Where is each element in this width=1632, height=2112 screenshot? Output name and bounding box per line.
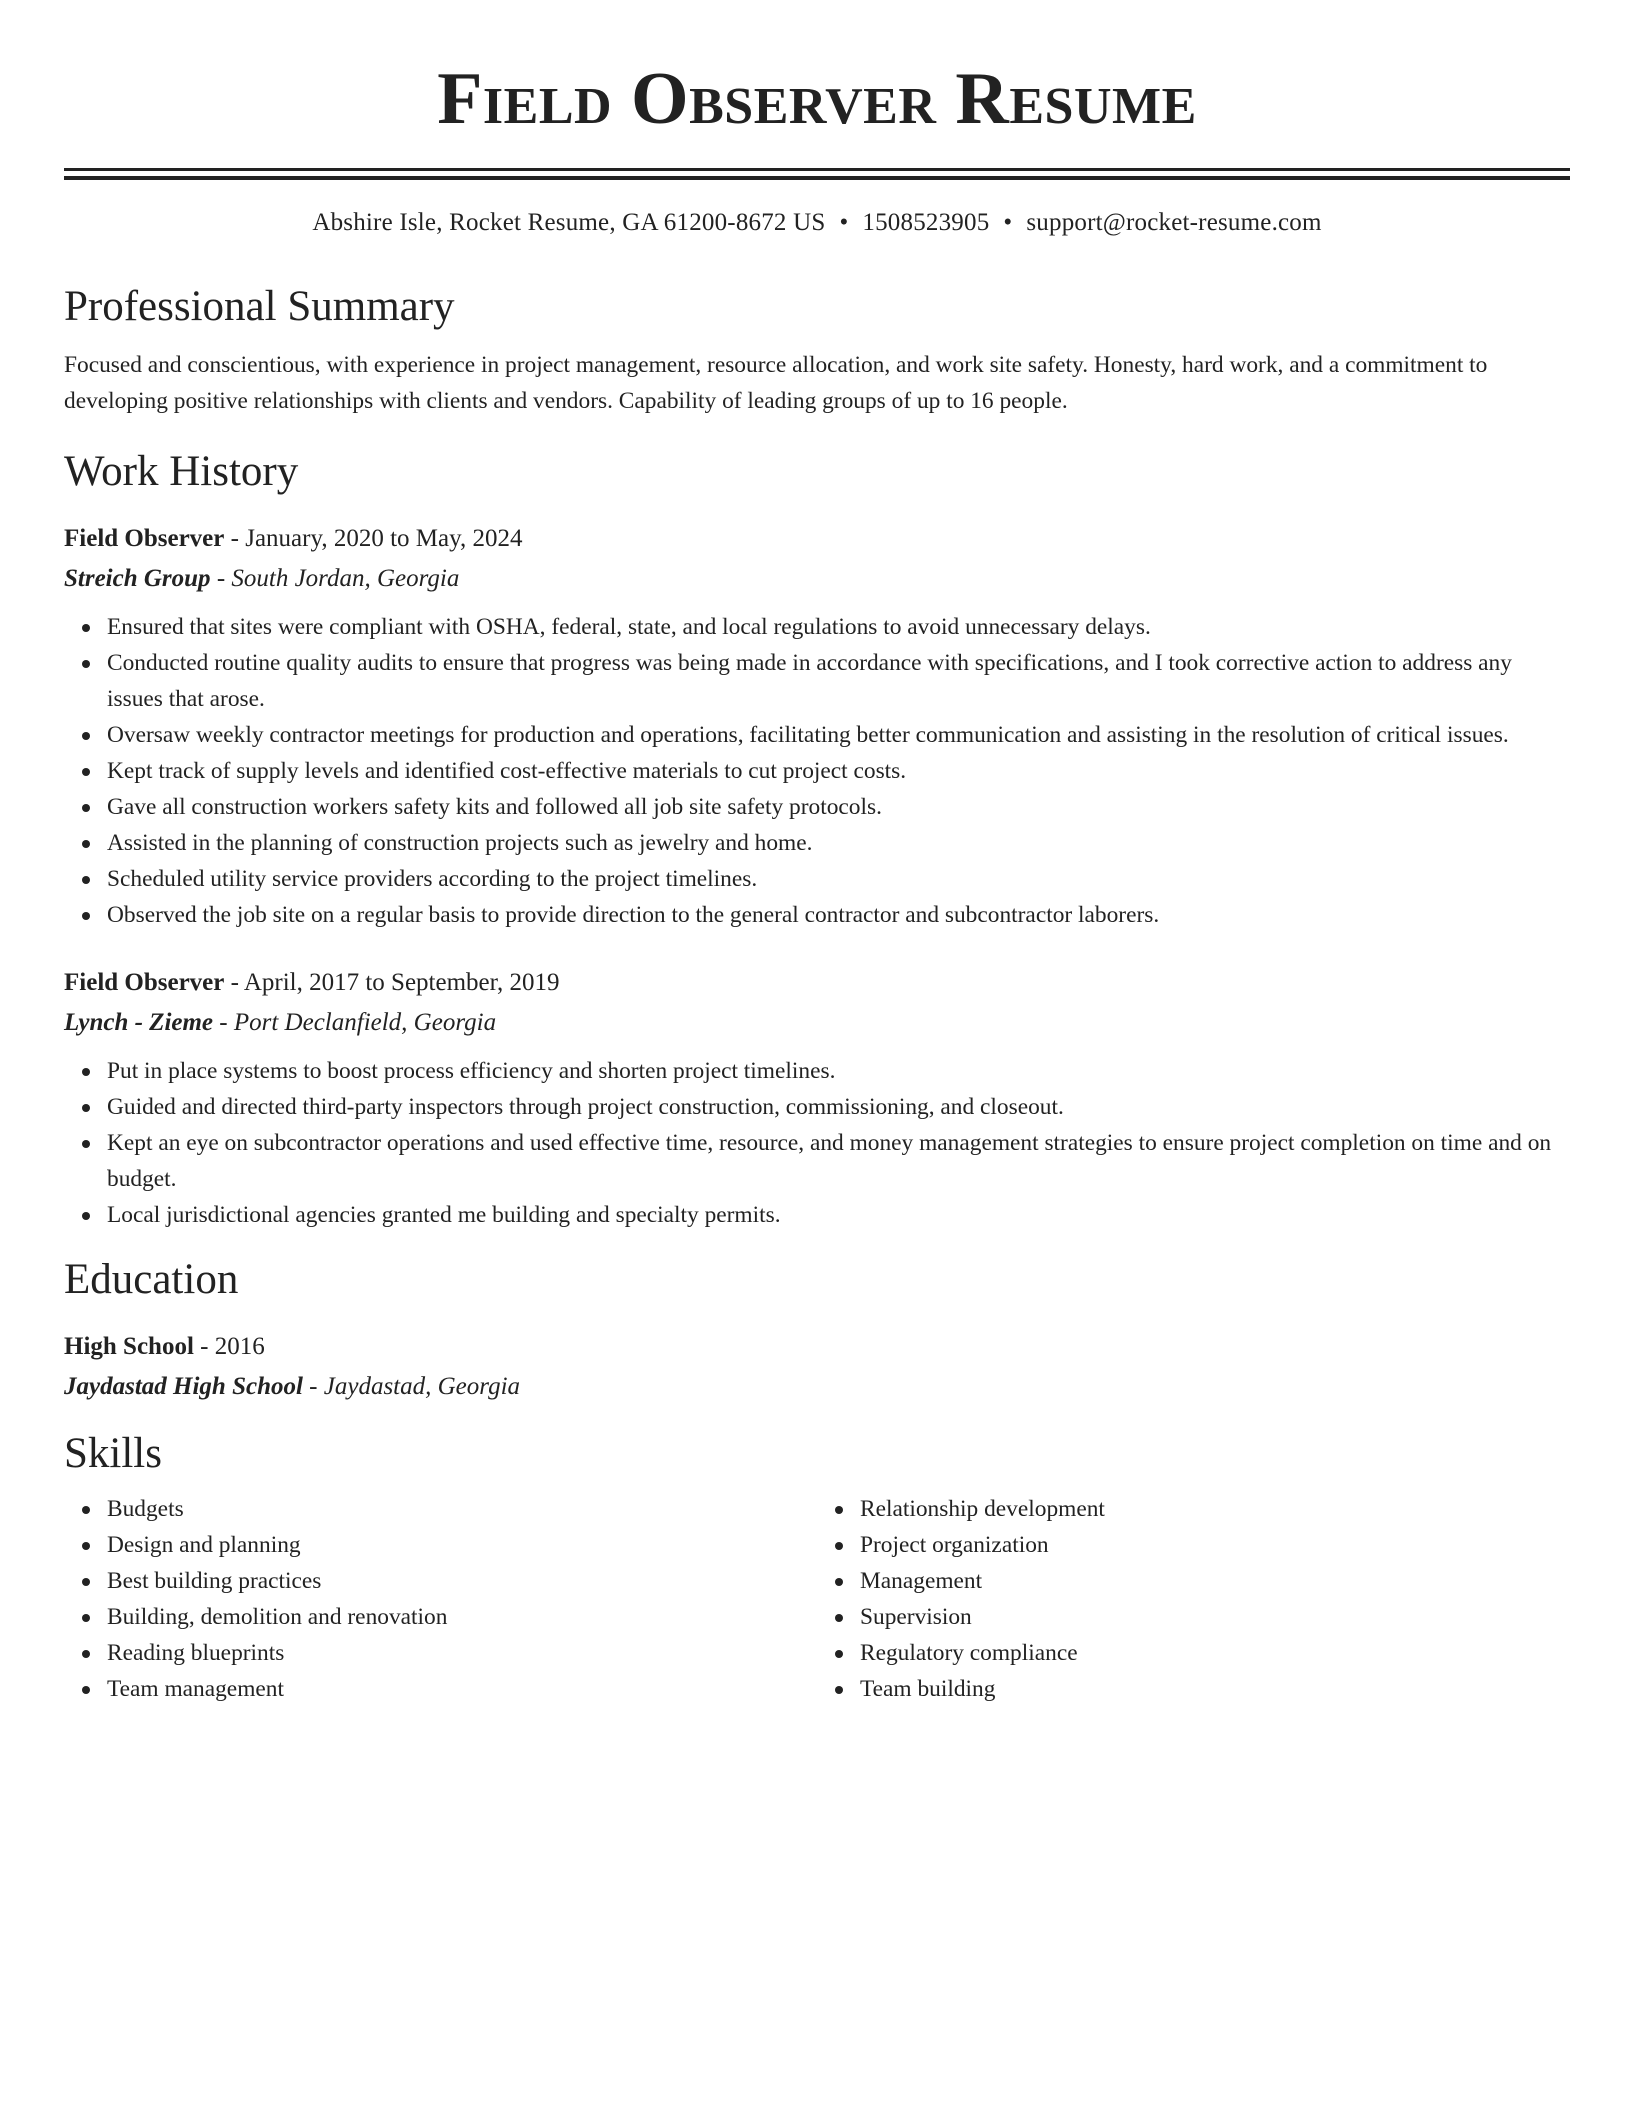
contact-address: Abshire Isle, Rocket Resume, GA 61200-8672 US [312,209,826,236]
skill-item: Management [860,1563,1570,1599]
skill-item: Design and planning [107,1527,817,1563]
summary-heading: Professional Summary [64,283,455,330]
education-heading: Education [64,1256,239,1303]
job-bullet: Observed the job site on a regular basis to provide direction to the general contractor and subcontractor laborers. [107,897,1570,933]
skill-item: Team building [860,1671,1570,1707]
job-bullets [64,1053,1570,1233]
job-employer-line [64,559,1570,599]
skill-item: Relationship development [860,1491,1570,1527]
skill-item: Team management [107,1671,817,1707]
skill-item: Regulatory compliance [860,1635,1570,1671]
job-title: Field Observer [64,969,225,996]
job-employer: Streich Group [64,565,211,592]
job-bullet: Ensured that sites were compliant with OSHA, federal, state, and local regulations to avoid unnecessary delays. [107,609,1570,645]
job-bullet: Kept an eye on subcontractor operations and used effective time, resource, and money management strategies to ensure project completion on time and on budget. [107,1125,1570,1197]
resume-title: Field Observer Resume [437,58,1197,140]
skill-item: Project organization [860,1527,1570,1563]
job-title-line [64,519,1570,559]
job-bullet: Assisted in the planning of construction projects such as jewelry and home. [107,825,1570,861]
skill-item: Best building practices [107,1563,817,1599]
education-school: Jaydastad High School [64,1373,303,1400]
job-dates: - January, 2020 to May, 2024 [224,525,523,552]
job-bullet: Gave all construction workers safety kits and followed all job site safety protocols. [107,789,1570,825]
education-location: - Jaydastad, Georgia [302,1373,521,1400]
education-year: - 2016 [193,1333,265,1360]
skill-item: Building, demolition and renovation [107,1599,817,1635]
work-history-heading: Work History [64,448,299,495]
summary-text: Focused and conscientious, with experience in project management, resource allocation, and work site safety. Honesty, hard work, and a commitment to developing positive relationships with clients and vendors. Capability of leading groups of up to 16 people. [64,352,1488,414]
job-title-line [64,963,1570,1003]
job-location: - Port Declanfield, Georgia [213,1009,497,1036]
title-divider-bottom [64,176,1570,180]
job-bullet: Local jurisdictional agencies granted me building and specialty permits. [107,1197,1570,1233]
contact-email: support@rocket-resume.com [1026,209,1322,236]
resume-page [64,0,1570,1707]
job-bullet: Guided and directed third-party inspectors through project construction, commissioning, and closeout. [107,1089,1570,1125]
job-bullet: Oversaw weekly contractor meetings for production and operations, facilitating better communication and assisting in the resolution of critical issues. [107,717,1570,753]
job-bullet: Scheduled utility service providers according to the project timelines. [107,861,1570,897]
skills-columns [64,1491,1570,1707]
skill-item: Supervision [860,1599,1570,1635]
job-location: - South Jordan, Georgia [210,565,460,592]
skills-heading: Skills [64,1430,162,1477]
skill-item: Reading blueprints [107,1635,817,1671]
contact-separator: • [839,209,849,236]
job-bullet: Kept track of supply levels and identified cost-effective materials to cut project costs. [107,753,1570,789]
contact-separator: • [1003,209,1013,236]
title-divider-top [64,168,1570,171]
skills-list-right [817,1491,1570,1707]
job-title: Field Observer [64,525,225,552]
job-bullets [64,609,1570,933]
job-entry [64,519,1570,933]
job-dates: - April, 2017 to September, 2019 [224,969,560,996]
skill-item: Budgets [107,1491,817,1527]
contact-line [64,206,1570,240]
job-bullet: Put in place systems to boost process efficiency and shorten project timelines. [107,1053,1570,1089]
skills-list-left [64,1491,817,1707]
job-employer: Lynch - Zieme [64,1009,214,1036]
education-degree-line [64,1327,1570,1367]
job-entry [64,963,1570,1233]
job-employer-line [64,1003,1570,1043]
education-school-line [64,1367,1570,1407]
job-bullet: Conducted routine quality audits to ensure that progress was being made in accordance with specifications, and I took corrective action to address any issues that arose. [107,645,1570,717]
contact-phone: 1508523905 [862,209,990,236]
education-degree: High School [64,1333,194,1360]
